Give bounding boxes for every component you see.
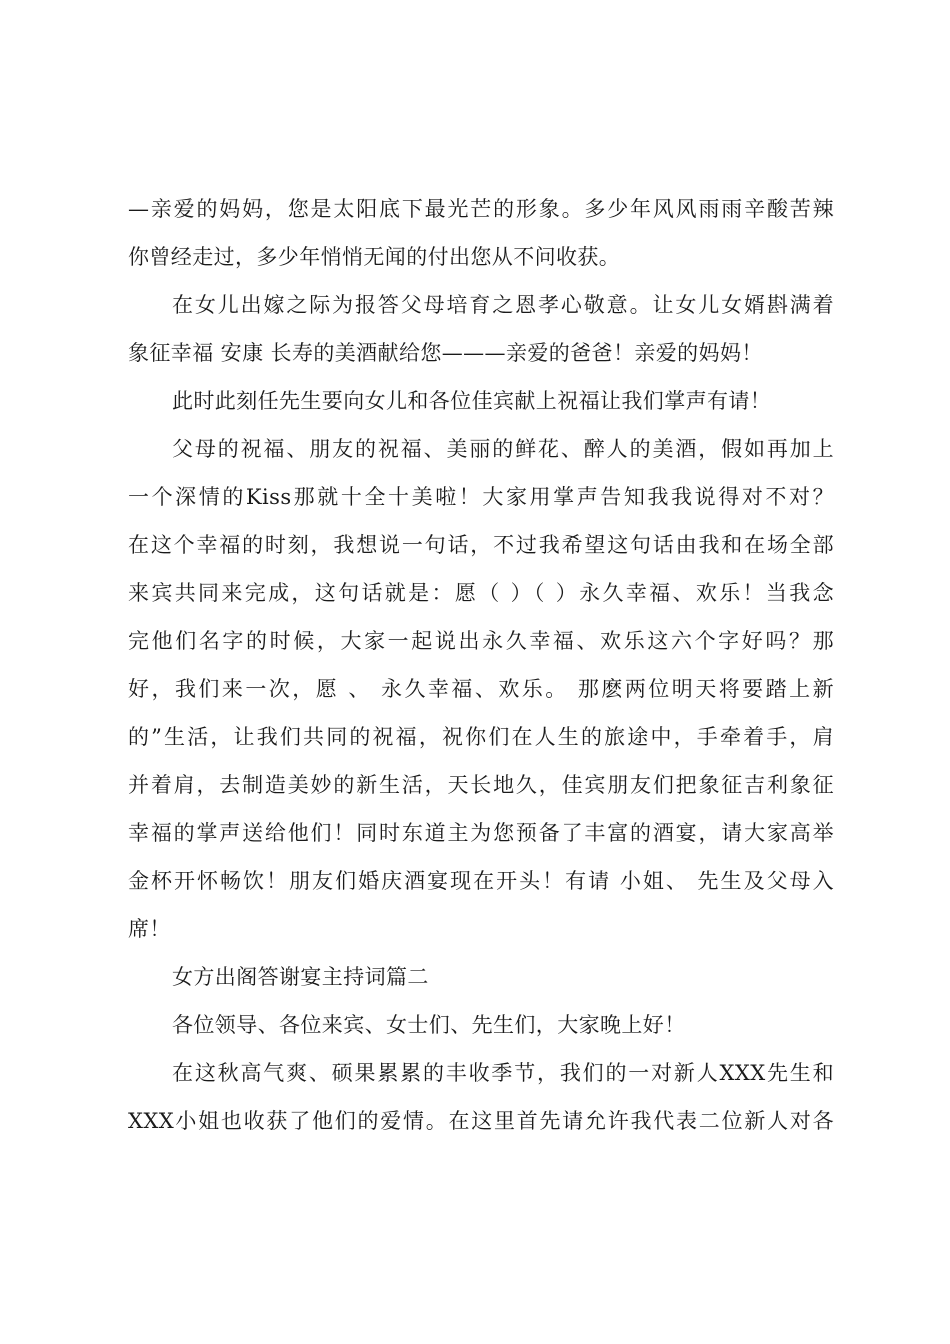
text-line: 来宾共同来完成，这句话就是：愿（ ）（ ）永久幸福、欢乐！当我念 — [128, 581, 834, 605]
text-line: 象征幸福 安康 长寿的美酒献给您———亲爱的爸爸！亲爱的妈妈！ — [128, 341, 763, 365]
text-line: 在这个幸福的时刻，我想说一句话，不过我希望这句话由我和在场全部 — [128, 533, 834, 557]
text-line: 完他们名字的时候，大家一起说出永久幸福、欢乐这六个字好吗？那 — [128, 629, 834, 653]
text-line: XXX小姐也收获了他们的爱情。在这里首先请允许我代表二位新人对各 — [128, 1109, 834, 1133]
text-line: 此时此刻任先生要向女儿和各位佳宾献上祝福让我们掌声有请！ — [172, 389, 772, 413]
text-line: 在女儿出嫁之际为报答父母培育之恩孝心敬意。让女儿女婿斟满着 — [172, 293, 834, 317]
text-line: 的”生活，让我们共同的祝福，祝你们在人生的旅途中，手牵着手，肩 — [128, 725, 834, 749]
text-line: 父母的祝福、朋友的祝福、美丽的鲜花、醉人的美酒，假如再加上 — [172, 437, 834, 461]
text-line: —亲爱的妈妈，您是太阳底下最光芒的形象。多少年风风雨雨辛酸苦辣 — [128, 197, 834, 221]
text-line: 你曾经走过，多少年悄悄无闻的付出您从不问收获。 — [128, 245, 621, 269]
text-line: 女方出阁答谢宴主持词篇二 — [172, 965, 429, 989]
text-line: 在这秋高气爽、硕果累累的丰收季节，我们的一对新人XXX先生和 — [172, 1061, 834, 1085]
text-line: 金杯开怀畅饮！朋友们婚庆酒宴现在开头！有请 小姐、 先生及父母入 — [128, 869, 834, 893]
document-body-text — [128, 185, 834, 1145]
text-line: 并着肩，去制造美妙的新生活，天长地久，佳宾朋友们把象征吉利象征 — [128, 773, 834, 797]
text-line: 席！ — [128, 917, 171, 941]
text-line: 一个深情的Kiss那就十全十美啦！大家用掌声告知我我说得对不对？ — [128, 485, 834, 509]
text-line: 好，我们来一次，愿 、 永久幸福、欢乐。 那麽两位明天将要踏上新 — [128, 677, 834, 701]
text-line: 各位领导、各位来宾、女士们、先生们，大家晚上好！ — [172, 1013, 686, 1037]
text-line: 幸福的掌声送给他们！同时东道主为您预备了丰富的酒宴，请大家高举 — [128, 821, 834, 845]
